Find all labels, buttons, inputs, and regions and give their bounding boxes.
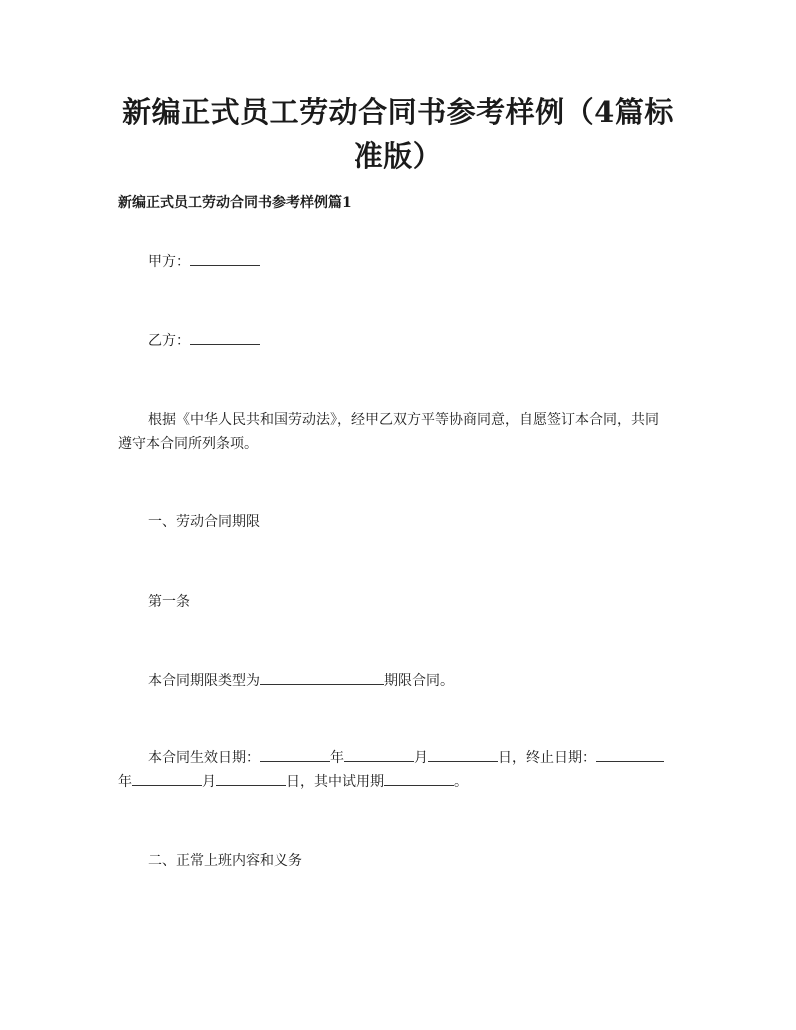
start-day-blank bbox=[428, 746, 498, 762]
end-year-label: 年 bbox=[118, 774, 132, 790]
probation-blank bbox=[384, 770, 454, 786]
article-label: 第一条 bbox=[148, 594, 190, 610]
party-a-blank bbox=[190, 250, 260, 266]
end-day-label: 日 bbox=[286, 774, 300, 790]
term-type-blank bbox=[260, 669, 384, 685]
effective-date-paragraph bbox=[118, 746, 666, 794]
end-month-label: 月 bbox=[202, 774, 216, 790]
party-b-blank bbox=[190, 329, 260, 345]
end-month-blank bbox=[132, 770, 202, 786]
start-day-label: 日 bbox=[498, 750, 512, 766]
start-month-label: 月 bbox=[414, 750, 428, 766]
chapter-heading: 二、正常上班内容和义务 bbox=[148, 853, 302, 869]
start-year-blank bbox=[260, 746, 330, 762]
term-type-prefix: 本合同期限类型为 bbox=[148, 673, 260, 689]
period-end: 。 bbox=[454, 774, 468, 790]
party-a-label: 甲方： bbox=[148, 254, 190, 270]
chapter-heading: 一、劳动合同期限 bbox=[148, 514, 260, 530]
end-date-label: ，终止日期： bbox=[512, 750, 596, 766]
preamble-paragraph: 根据《中华人民共和国劳动法》，经甲乙双方平等协商同意，自愿签订本合同，共同遵守本合同所列条项。 bbox=[118, 412, 659, 452]
effective-date-label: 本合同生效日期： bbox=[148, 750, 260, 766]
party-b-line bbox=[118, 329, 666, 353]
end-year-blank bbox=[596, 746, 664, 762]
end-day-blank bbox=[216, 770, 286, 786]
party-b-label: 乙方： bbox=[148, 333, 190, 349]
start-year-label: 年 bbox=[330, 750, 344, 766]
term-type-suffix: 期限合同。 bbox=[384, 673, 454, 689]
probation-label: ，其中试用期 bbox=[300, 774, 384, 790]
section-heading: 新编正式员工劳动合同书参考样例篇1 bbox=[118, 195, 352, 211]
party-a-line bbox=[118, 250, 666, 274]
document-title: 新编正式员工劳动合同书参考样例（4篇标准版） bbox=[122, 95, 674, 173]
term-type-line bbox=[118, 669, 666, 693]
start-month-blank bbox=[344, 746, 414, 762]
